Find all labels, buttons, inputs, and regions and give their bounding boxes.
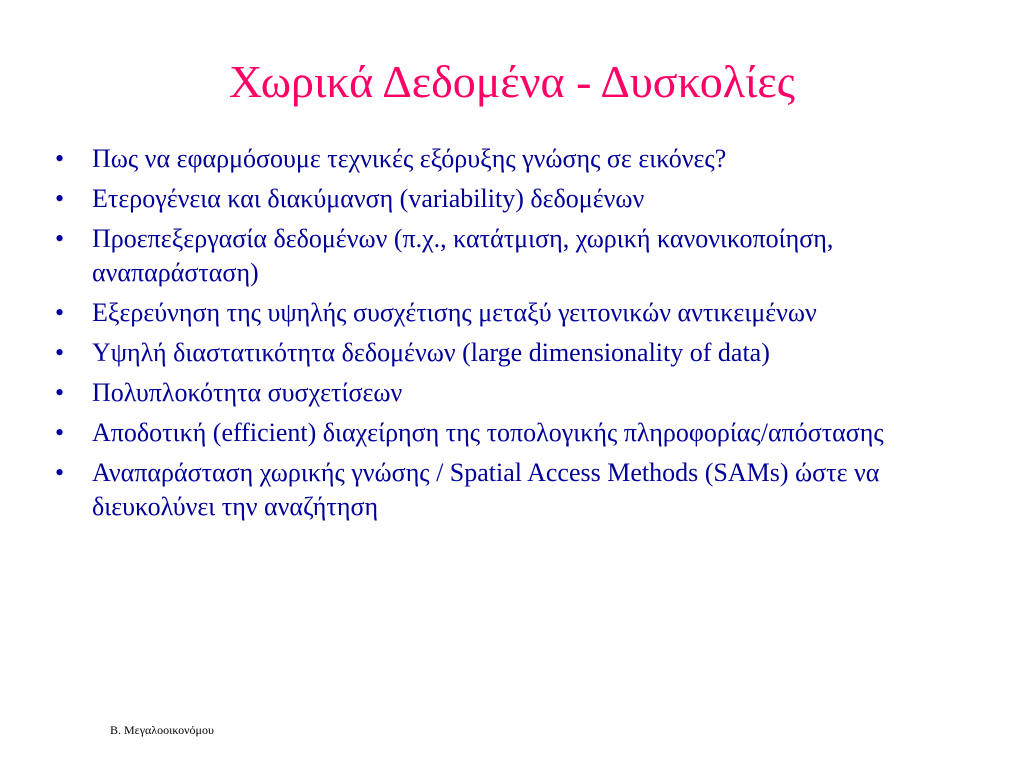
bullet-text: Εξερεύνηση της υψηλής συσχέτισης μεταξύ γειτονικών αντικειμένων	[92, 298, 817, 327]
footer-author: Β. Μεγαλοοικονόμου	[110, 723, 214, 737]
bullet-item	[50, 222, 950, 290]
bullet-item	[50, 182, 950, 216]
bullet-text: Πως να εφαρμόσουμε τεχνικές εξόρυξης γνώσης σε εικόνες?	[92, 144, 727, 173]
bullet-item	[50, 376, 950, 410]
bullet-text: Ετερογένεια και διακύμανση (variability) δεδομένων	[92, 184, 645, 213]
bullet-dot-icon: •	[55, 378, 65, 407]
bullet-dot-icon: •	[55, 184, 65, 213]
bullet-item	[50, 296, 950, 330]
bullet-item	[50, 142, 950, 176]
bullet-dot-icon: •	[55, 144, 65, 173]
bullet-text: Προεπεξεργασία δεδομένων (π.χ., κατάτμιση, χωρική κανονικοποίηση, αναπαράσταση)	[92, 224, 834, 287]
slide-title: Χωρικά Δεδομένα - Δυσκολίες	[229, 56, 795, 107]
bullet-dot-icon: •	[55, 418, 65, 447]
bullet-dot-icon: •	[55, 338, 65, 367]
bullet-text: Υψηλή διαστατικότητα δεδομένων (large dimensionality of data)	[92, 338, 770, 367]
bullet-dot-icon: •	[55, 224, 65, 253]
bullet-dot-icon: •	[55, 298, 65, 327]
bullet-item	[50, 416, 950, 450]
bullet-item	[50, 336, 950, 370]
bullet-item	[50, 456, 950, 524]
bullet-text: Αποδοτική (efficient) διαχείρηση της τοπολογικής πληροφορίας/απόστασης	[92, 418, 884, 447]
bullet-text: Αναπαράσταση χωρικής γνώσης / Spatial Access Methods (SAMs) ώστε να διευκολύνει την αναζήτηση	[92, 458, 880, 521]
bullet-text: Πολυπλοκότητα συσχετίσεων	[92, 378, 403, 407]
bullet-list	[50, 142, 950, 530]
bullet-dot-icon: •	[55, 458, 65, 487]
